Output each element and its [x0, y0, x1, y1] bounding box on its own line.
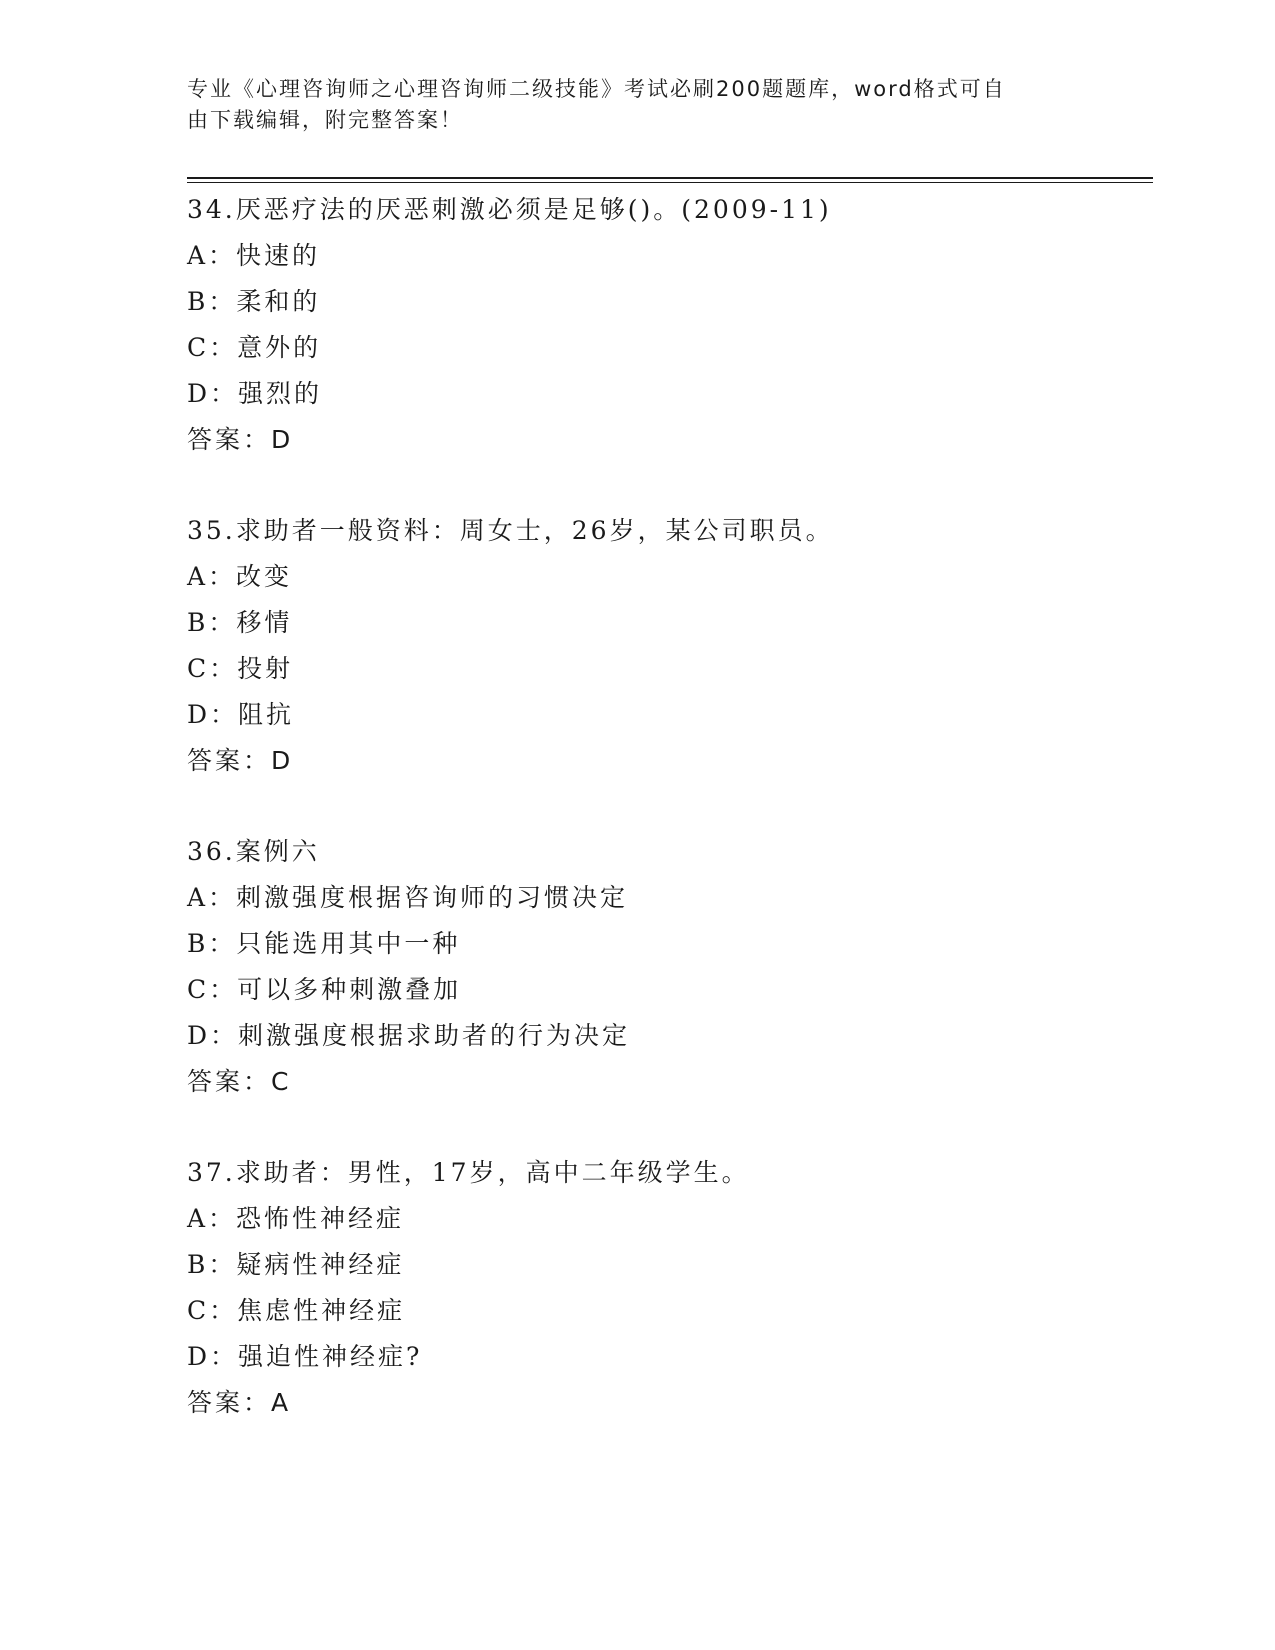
option-b: B：只能选用其中一种 — [187, 929, 461, 958]
header-line-2: 由下载编辑，附完整答案！ — [187, 108, 463, 132]
question-title: 35.求助者一般资料：周女士，26岁，某公司职员。 — [187, 516, 834, 545]
option-a: A：改变 — [187, 562, 293, 591]
answer-line: 答案：D — [187, 425, 294, 454]
answer-line: 答案：A — [187, 1388, 292, 1417]
question-34 — [187, 187, 1147, 463]
question-title: 34.厌恶疗法的厌恶刺激必须是足够()。(2009-11) — [187, 195, 832, 224]
answer-line: 答案：C — [187, 1067, 292, 1096]
question-37 — [187, 1150, 1147, 1426]
option-a: A：恐怖性神经症 — [187, 1204, 405, 1233]
document-header — [187, 74, 1067, 136]
option-d: D：阻抗 — [187, 700, 295, 729]
header-line-1: 专业《心理咨询师之心理咨询师二级技能》考试必刷200题题库，word格式可自 — [187, 77, 1006, 101]
option-d: D：强迫性神经症? — [187, 1342, 423, 1371]
header-divider-thick — [187, 177, 1153, 179]
option-d: D：刺激强度根据求助者的行为决定 — [187, 1021, 631, 1050]
option-c: C：意外的 — [187, 333, 322, 362]
answer-line: 答案：D — [187, 746, 294, 775]
option-c: C：焦虑性神经症 — [187, 1296, 406, 1325]
option-d: D：强烈的 — [187, 379, 323, 408]
question-35 — [187, 508, 1147, 784]
option-b: B：移情 — [187, 608, 293, 637]
question-title: 37.求助者：男性，17岁，高中二年级学生。 — [187, 1158, 750, 1187]
option-a: A：刺激强度根据咨询师的习惯决定 — [187, 883, 629, 912]
option-b: B：疑病性神经症 — [187, 1250, 405, 1279]
option-c: C：可以多种刺激叠加 — [187, 975, 462, 1004]
option-a: A：快速的 — [187, 241, 321, 270]
question-title: 36.案例六 — [187, 837, 320, 866]
option-c: C：投射 — [187, 654, 294, 683]
question-36 — [187, 829, 1147, 1105]
option-b: B：柔和的 — [187, 287, 321, 316]
header-divider-thin — [187, 182, 1153, 183]
